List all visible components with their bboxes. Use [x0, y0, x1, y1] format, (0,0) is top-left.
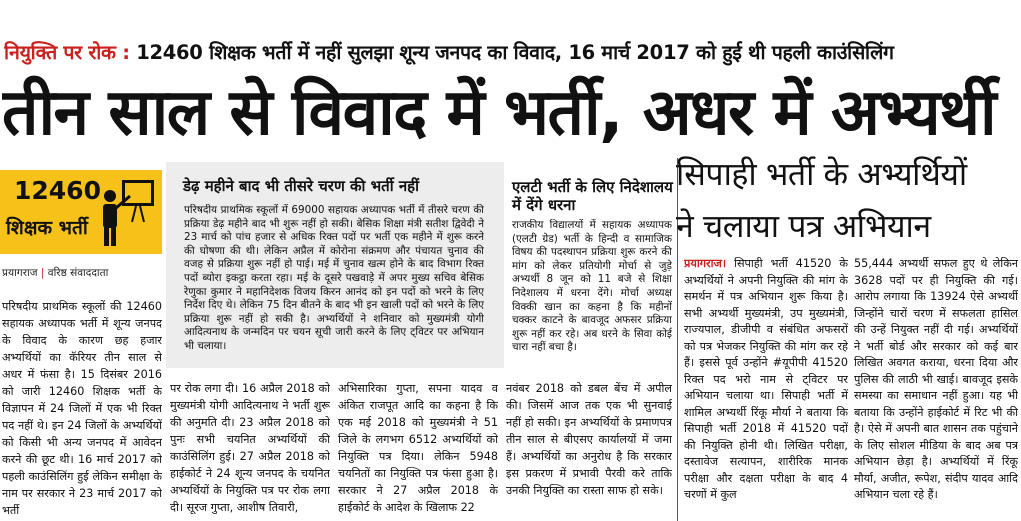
dateline [2, 266, 166, 280]
story-left-col2: पर रोक लगा दी। 16 अप्रैल 2018 को मुख्यमंत्री योगी आदित्यनाथ ने भर्ती शुरू की अनुमति दी। 23 अप्रैल 2018 को पुनः सभी चयनित अभ्यर्थियों की काउंसिलिंग हुई। 27 अप्रैल 2018 को हाईकोर्ट ने 24 शून्य जनपद के चयनित अभ्यर्थियों के नियुक्ति पत्र पर रोक लगा दी। सूरज गुप्ता, आशीष तिवारी, [170, 382, 330, 514]
topic-badge [0, 170, 162, 254]
story-right-col1-text: सिपाही भर्ती 41520 के अभ्यर्थियों ने अपनी नियुक्ति की मांग के समर्थन में पत्र अभियान शुरू किया है। सभी अभ्यर्थी मुख्यमंत्री, उप मुख्यमंत्री, राज्यपाल, डीजीपी व संबंधित अफसरों को पत्र भेजकर नियुक्ति की मांग कर रहे हैं। इससे पूर्व उन्होंने #यूपीपी 41520 रिक्त पद भरो नाम से ट्विटर पर अभियान चलाया था। सिपाही भर्ती में शामिल अभ्यर्थी रिंकू मौर्या ने बताया कि सिपाही भर्ती 2018 में 41520 पदों की नियुक्ति होनी थी। लिखित परीक्षा, दस्तावेज सत्यापन, शारीरिक मानक परीक्षा और दक्षता परीक्षा के बाद 4 चरणों में कुल [684, 257, 848, 501]
story-left-col3: अभिसारिका गुप्ता, सपना यादव व अंकित राजपूत आदि का कहना है कि एक मई 2018 को मुख्यमंत्री ने 51 जिले के लगभग 6512 अभ्यर्थियों को नियुक्ति पत्र दिया। लेकिन 5948 चयनितों का नियुक्ति पत्र फंसा हुआ है। सरकार ने 27 अप्रैल 2018 के हाईकोर्ट के आदेश के खिलाफ 22 [338, 382, 498, 514]
story-left-col4: नवंबर 2018 को डबल बेंच में अपील की। जिसमें आज तक एक भी सुनवाई नहीं हो सकी। इन अभ्यर्थियों के प्रमाणपत्र तीन साल से बीएसए कार्यालयों में जमा हैं। अभ्यर्थियों का अनुरोध है कि सरकार इस प्रकरण में प्रभावी पैरवी करे ताकि उनकी नियुक्ति का रास्ता साफ हो सके। [506, 382, 672, 497]
story-right-place: प्रयागराज। [684, 257, 727, 270]
story-right-col2: 55,444 अभ्यर्थी सफल हुए थे लेकिन 3628 पदों पर ही नियुक्ति की गई। आरोप लगाया कि 13924 ऐसे अभ्यर्थी जिन्होंने चारों चरण में सफलता हासिल की उन्हें नियुक्त नहीं दी गई। अभ्यर्थियों ने भर्ती बोर्ड और सरकार को कई बार लिखित अवगत कराया, धरना दिया और पुलिस की लाठी भी खाई। बावजूद इसके समस्या का समाधान नहीं हुआ। यह भी बताया कि उन्होंने हाईकोर्ट में रिट भी की है। ऐसे में अपनी बात शासन तक पहुंचाने के लिए सोशल मीडिया के बाद अब पत्र अभियान छेड़ा है। अभ्यर्थियों में रिंकू मौर्या, अजीत, रूपेश, संदीप यादव आदि अभियान चला रहे हैं। [854, 257, 1018, 501]
badge-label: शिक्षक भर्ती [6, 217, 88, 239]
story-right-col1 [684, 256, 848, 520]
story-left-col1: परिषदीय प्राथमिक स्कूलों की 12460 सहायक अध्यापक भर्ती में शून्य जनपद के विवाद के कारण छह हजार अभ्यर्थियों का कॅरियर तीन साल से अधर में फंसा है। 15 दिसंबर 2016 को जारी 12460 शिक्षक भर्ती के विज्ञापन में 24 जिलों में एक भी रिक्त पद नहीं थे। इन 24 जिलों के अभ्यर्थियों को किसी भी अन्य जनपद में आवेदन करने की छूट थी। 16 मार्च 2017 को पहली काउंसिलिंग हुई लेकिन समीक्षा के नाम पर सरकार ने 23 मार्च 2017 को भर्ती [2, 300, 162, 517]
alt-text: राजकीय विद्यालयों में सहायक अध्यापक (एलटी ग्रेड) भर्ती के हिन्दी व सामाजिक विषय की पदस्थापन प्रक्रिया शुरू करने की मांग को लेकर प्रतियोगी मोर्चा से जुड़े अभ्यर्थी 8 जून को 11 बजे से शिक्षा निदेशालय में धरना देंगे। मोर्चा अध्यक्ष विक्की खान का कहना है कि महीनों चक्कर काटने के बावजूद अफसर प्रक्रिया शुरू नहीं कर रहे। अब धरने के सिवा कोई चारा नहीं बचा है। [512, 219, 672, 354]
box-title: डेढ़ महीने बाद भी तीसरे चरण की भर्ती नहीं [183, 177, 420, 195]
box-text: परिषदीय प्राथमिक स्कूलों में 69000 सहायक अध्यापक भर्ती में तीसरे चरण की प्रक्रिया डेढ़ महीने बाद भी शुरू नहीं हो सकी। बेसिक शिक्षा मंत्री सतीश द्विवेदी ने 23 मार्च को पांच हजार से अधिक रिक्त पदों पर भर्ती एक महीने में शुरू करने की घोषणा की थी। लेकिन अप्रैल में कोरोना संक्रमण और पंचायत चुनाव की वजह से प्रक्रिया शुरू नहीं हो पाई। मई में चुनाव खत्म होने के बाद विभाग रिक्त पदों ब्योरा इकट्ठा करता रहा। मई के दूसरे पखवाड़े में अपर मुख्य सचिव बेसिक रेणुका कुमार ने महानिदेशक विजय किरन आनंद को इन पदों को भरने के लिए निर्देश दिए थे। लेकिन 75 दिन बीतने के बाद भी इन खाली पदों को भरने के लिए प्रक्रिया शुरू नहीं हो सकी है। अभ्यर्थियों ने शनिवार को मुख्यमंत्री योगी आदित्यनाथ के जन्मदिन पर चयन सूची जारी करने के लिए ट्विटर पर अभियान भी चलाया। [184, 204, 484, 352]
kicker-line [4, 38, 1019, 68]
right-headline-line1: सिपाही भर्ती के अभ्यर्थियों [676, 155, 967, 193]
alt-title: एलटी भर्ती के लिए निदेशालय में देंगे धरना [512, 178, 673, 214]
kicker-text: 12460 शिक्षक भर्ती में नहीं सुलझा शून्य जनपद का विवाद, 16 मार्च 2017 को हुई थी पहली काउंसिलिंग [136, 41, 894, 64]
right-headline-line2: ने चलाया पत्र अभियान [676, 207, 931, 245]
teacher-board-icon [96, 176, 158, 248]
badge-number: 12460 [14, 176, 101, 205]
kicker-label: नियुक्ति पर रोक : [4, 41, 130, 64]
dateline-place: प्रयागराज [2, 267, 38, 279]
main-headline: तीन साल से विवाद में भर्ती, अधर में अभ्यर्थी [2, 76, 996, 150]
right-headline [676, 148, 1018, 252]
dateline-separator: | [40, 267, 45, 279]
dateline-byline: वरिष्ठ संवाददाता [47, 267, 109, 279]
